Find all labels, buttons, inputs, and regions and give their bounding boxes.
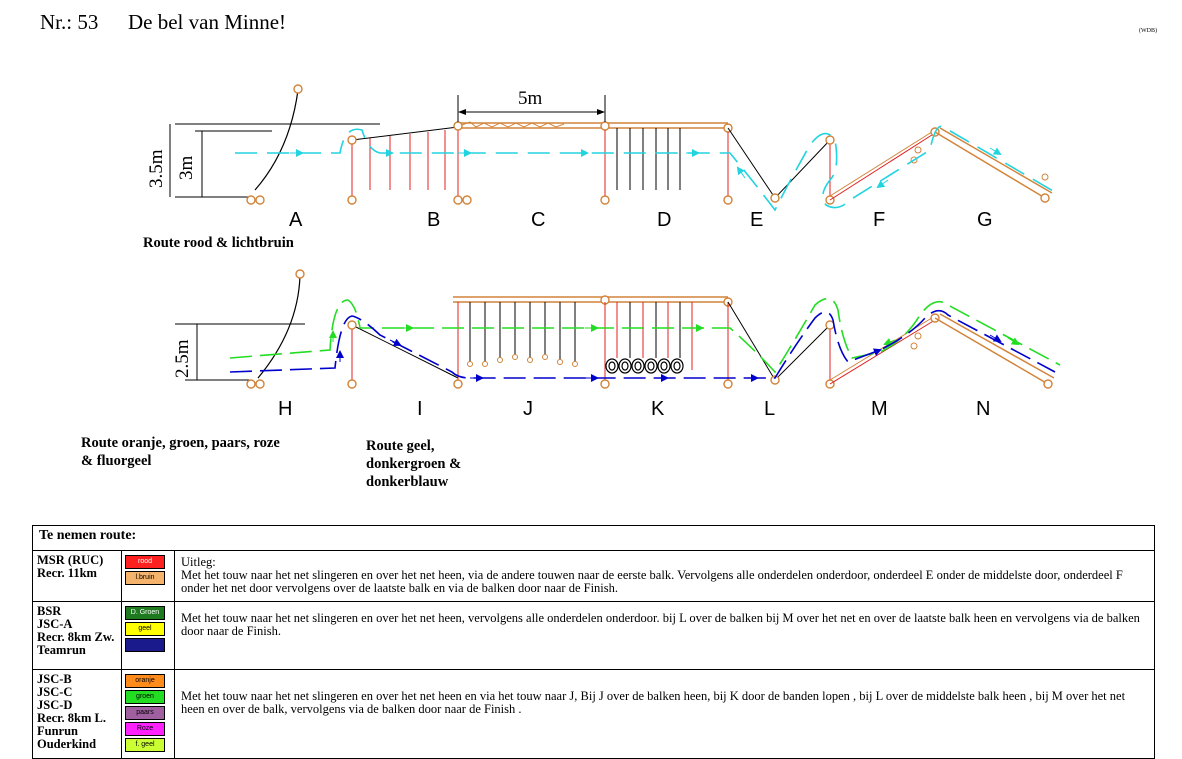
- category: Funrun: [37, 724, 78, 738]
- explanation-cell: [175, 602, 1155, 670]
- obstacle-title: De bel van Minne!: [128, 10, 287, 34]
- color-swatch-lbruin: l.bruin: [125, 571, 165, 585]
- station-j: J: [523, 398, 533, 420]
- route-label-line: Route geel,: [366, 438, 435, 454]
- station-b: B: [427, 209, 441, 231]
- bottom-course: [172, 270, 1060, 420]
- dim-height-inner: 3m: [176, 155, 197, 180]
- station-h: H: [278, 398, 293, 420]
- station-g: G: [977, 209, 993, 231]
- swatch-cell: [122, 670, 175, 759]
- swatch-cell: [122, 602, 175, 670]
- explanation-cell: [175, 551, 1155, 602]
- table-title: Te nemen route:: [33, 526, 1155, 551]
- color-swatch-dgroen: D. Groen: [125, 606, 165, 620]
- author-mark: (WDB): [1139, 28, 1157, 34]
- color-swatch-fgeel: f. geel: [125, 738, 165, 752]
- table-row: [33, 670, 1155, 759]
- category: MSR (RUC): [37, 553, 104, 567]
- category: JSC-C: [37, 685, 73, 699]
- color-swatch-rood: rood: [125, 555, 165, 569]
- station-a: A: [289, 209, 303, 231]
- color-swatch-groen: groen: [125, 690, 165, 704]
- route-label-line: donkerblauw: [366, 474, 449, 490]
- color-swatch-paars: paars: [125, 706, 165, 720]
- route-label-line: & fluorgeel: [81, 453, 152, 469]
- color-swatch-oranje: oranje: [125, 674, 165, 688]
- category: Recr. 8km L.: [37, 711, 106, 725]
- category-cell: [33, 602, 122, 670]
- route-table: [32, 525, 1155, 759]
- station-e: E: [750, 209, 764, 231]
- station-n: N: [976, 398, 991, 420]
- dim-width: 5m: [518, 88, 543, 109]
- category: Teamrun: [37, 643, 86, 657]
- explanation-cell: [175, 670, 1155, 759]
- category: Ouderkind: [37, 737, 97, 751]
- top-course: [146, 85, 1060, 231]
- category: JSC-D: [37, 698, 73, 712]
- route-label-top: Route rood & lichtbruin: [143, 235, 294, 251]
- route-label-line: donkergroen &: [366, 456, 462, 472]
- route-label-bottom-right: [366, 437, 461, 491]
- station-f: F: [873, 209, 886, 231]
- table-row: [33, 551, 1155, 602]
- explanation-heading: Uitleg:: [181, 555, 216, 569]
- table-row: [33, 602, 1155, 670]
- station-c: C: [531, 209, 546, 231]
- category: JSC-B: [37, 672, 72, 686]
- dim-height-h: 2.5m: [172, 339, 193, 378]
- color-swatch-roze: Roze: [125, 722, 165, 736]
- category: BSR: [37, 604, 62, 618]
- station-l: L: [764, 398, 776, 420]
- category: Recr. 8km Zw.: [37, 630, 115, 644]
- route-label-line: Route oranje, groen, paars, roze: [81, 435, 280, 451]
- station-d: D: [657, 209, 672, 231]
- explanation-text: Met het touw naar het net slingeren en over het net heen, via de andere touwen naar de eerste balk. Vervolgens alle onderdelen onderdoor, onderdeel E onder de middelste door, onderdeel F onder het net door vervolgens over de laatste balk en via de balken door naar de Finish.: [181, 568, 1123, 595]
- explanation-text: Met het touw naar het net slingeren en over het net heen en via het touw naar J, Bij J over de balken heen, bij K door de banden lopen , bij L over de middelste balk heen , bij M over het net heen en over de balk, vervolgens via de balken door naar de Finish .: [181, 689, 1126, 716]
- category: JSC-A: [37, 617, 73, 631]
- station-k: K: [651, 398, 665, 420]
- route-label-bottom-left: [81, 434, 280, 470]
- category: Recr. 11km: [37, 566, 97, 580]
- dim-height-outer: 3.5m: [146, 149, 167, 188]
- swatch-cell: [122, 551, 175, 602]
- color-swatch-dblauw: [125, 638, 165, 652]
- obstacle-number: Nr.: 53: [40, 10, 99, 34]
- station-m: M: [871, 398, 888, 420]
- color-swatch-geel: geel: [125, 622, 165, 636]
- station-i: I: [417, 398, 423, 420]
- category-cell: [33, 670, 122, 759]
- tires-icon: [606, 359, 683, 373]
- category-cell: [33, 551, 122, 602]
- explanation-text: Met het touw naar het net slingeren en over het net heen, vervolgens alle onderdelen onderdoor. bij L over de balken bij M over het net en over de laatste balk heen en vervolgens via de balken door naar de Finish.: [181, 611, 1140, 638]
